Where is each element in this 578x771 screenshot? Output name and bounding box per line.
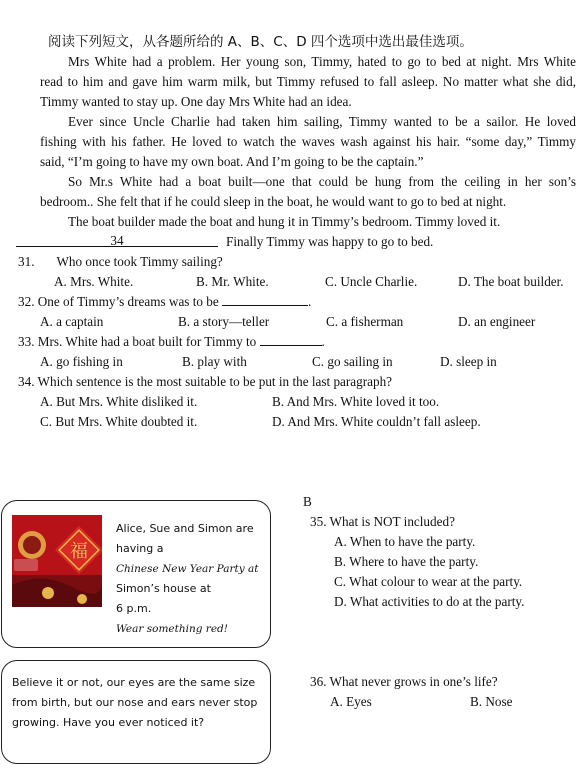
text-line: bedroom.. She felt that if he could sleep in the boat, he would want to go to bed at night.	[40, 194, 507, 209]
text-line: Ever since Uncle Charlie had taken him sailing, Timmy wanted to be a sailor. He loved	[68, 114, 576, 129]
question-number: 36.	[310, 674, 327, 689]
option-31-d[interactable]: D. The boat builder.	[458, 274, 564, 289]
text-line: Timmy wanted to stay up. One day Mrs White had an idea.	[40, 94, 352, 109]
answer-blank[interactable]	[260, 333, 322, 346]
option-34-b[interactable]: B. And Mrs. White loved it too.	[272, 394, 440, 409]
option-31-b[interactable]: B. Mr. White.	[196, 274, 269, 289]
fu-glyph: 福	[70, 541, 88, 562]
question-number: 33.	[18, 334, 35, 349]
question-stem: One of Timmy’s dreams was to be	[37, 294, 219, 309]
blank-number: 34	[110, 233, 124, 248]
text-line: fishing with his father. He loved to watch the waves wash against his hair. “some day,” Timmy	[40, 134, 576, 149]
option-36-b[interactable]: B. Nose	[470, 694, 513, 709]
option-33-d[interactable]: D. sleep in	[440, 354, 497, 369]
passage-paragraph-2	[40, 112, 576, 172]
option-32-c[interactable]: C. a fisherman	[326, 314, 404, 329]
blank-34-line	[16, 232, 218, 247]
question-number: 32.	[18, 294, 35, 309]
option-32-d[interactable]: D. an engineer	[458, 314, 536, 329]
question-31	[18, 252, 223, 272]
question-stem: Which sentence is the most suitable to be put in the last paragraph?	[37, 374, 393, 389]
option-35-b[interactable]: B. Where to have the party.	[334, 554, 479, 569]
option-34-d[interactable]: D. And Mrs. White couldn’t fall asleep.	[272, 414, 481, 429]
fu-decoration-icon	[12, 515, 102, 607]
text-line: said, “I’m going to have my own boat. And I’m going to be the captain.”	[40, 154, 424, 169]
question-end: .	[308, 294, 312, 309]
fact-line-2: from birth, but our nose and ears never stop	[12, 696, 258, 709]
fact-line-1: Believe it or not, our eyes are the same size	[12, 676, 256, 689]
question-34	[18, 372, 392, 392]
chinese-new-year-photo	[12, 515, 102, 607]
answer-blank[interactable]	[222, 293, 308, 306]
question-stem: What never grows in one’s life?	[329, 674, 498, 689]
invite-time: 6 p.m.	[116, 602, 152, 615]
passage-paragraph-5: Finally Timmy was happy to go to bed.	[226, 234, 434, 249]
option-35-a[interactable]: A. When to have the party.	[334, 534, 476, 549]
question-number: 35.	[310, 514, 327, 529]
option-31-a[interactable]: A. Mrs. White.	[54, 274, 134, 289]
option-34-a[interactable]: A. But Mrs. White disliked it.	[40, 394, 198, 409]
fact-card	[1, 660, 271, 764]
option-32-b[interactable]: B. a story—teller	[178, 314, 270, 329]
text-line: So Mr.s White had a boat built—one that could be hung from the ceiling in her son’s	[68, 174, 576, 189]
option-36-a[interactable]: A. Eyes	[330, 694, 372, 709]
question-stem: What is NOT included?	[329, 514, 455, 529]
option-32-a[interactable]: A. a captain	[40, 314, 104, 329]
invite-party-name: Chinese New Year Party at	[116, 563, 259, 575]
option-35-c[interactable]: C. What colour to wear at the party.	[334, 574, 523, 589]
section-b-label: B	[303, 494, 312, 509]
invitation-card	[1, 500, 271, 648]
passage-paragraph-4: The boat builder made the boat and hung it in Timmy’s bedroom. Timmy loved it.	[68, 214, 501, 229]
question-33	[18, 332, 325, 352]
question-32	[18, 292, 311, 312]
option-33-a[interactable]: A. go fishing in	[40, 354, 123, 369]
question-end: .	[321, 334, 325, 349]
invite-line-4: Simon’s house at	[116, 582, 211, 595]
invite-dress-code: Wear something red!	[116, 623, 228, 635]
question-stem: Who once took Timmy sailing?	[56, 254, 223, 269]
passage-paragraph-3	[40, 172, 576, 212]
option-31-c[interactable]: C. Uncle Charlie.	[325, 274, 418, 289]
question-36	[310, 672, 498, 692]
option-35-d[interactable]: D. What activities to do at the party.	[334, 594, 525, 609]
passage-paragraph-1	[40, 52, 576, 112]
question-stem: Mrs. White had a boat built for Timmy to	[37, 334, 257, 349]
question-number: 31.	[18, 254, 35, 269]
option-33-c[interactable]: C. go sailing in	[312, 354, 393, 369]
instruction: 阅读下列短文，从各题所给的 A、B、C、D 四个选项中选出最佳选项。	[48, 34, 473, 50]
fact-line-3: growing. Have you ever noticed it?	[12, 716, 205, 729]
question-number: 34.	[18, 374, 35, 389]
question-35	[310, 512, 455, 532]
invite-line-1: Alice, Sue and Simon are	[116, 522, 254, 535]
text-line: read to him and gave him warm milk, but Timmy refused to fall asleep. No matter what she did,	[40, 74, 576, 89]
invite-line-2: having a	[116, 542, 164, 555]
option-33-b[interactable]: B. play with	[182, 354, 247, 369]
text-line: Mrs White had a problem. Her young son, Timmy, hated to go to bed at night. Mrs White	[68, 54, 576, 69]
option-34-c[interactable]: C. But Mrs. White doubted it.	[40, 414, 198, 429]
